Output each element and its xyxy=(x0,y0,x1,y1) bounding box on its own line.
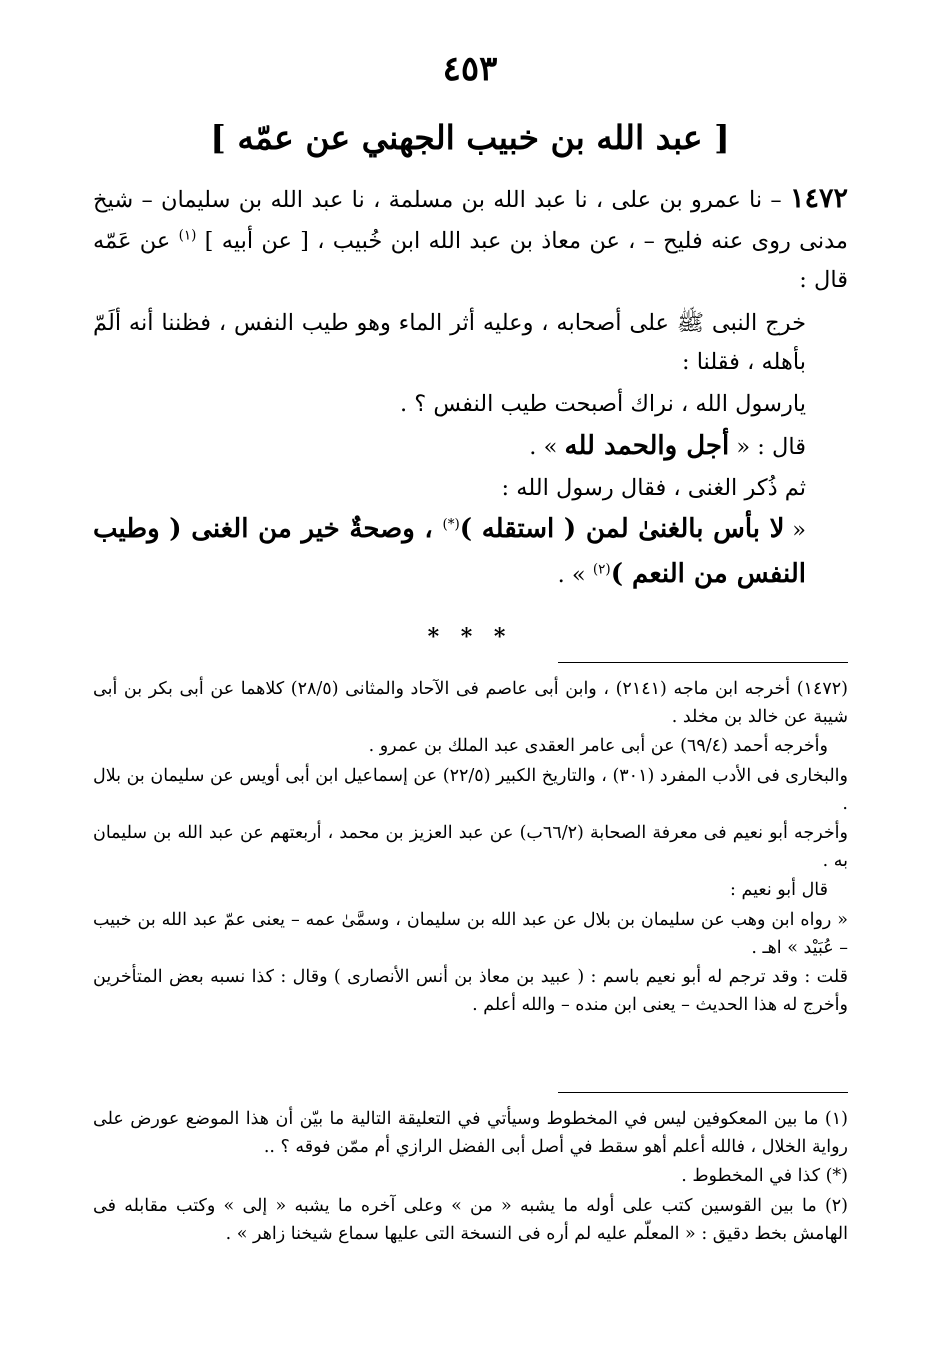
page-number: ٤٥٣ xyxy=(442,49,498,89)
quote-open-2: « xyxy=(784,517,807,544)
takhrij-note: وأخرجه أبو نعيم فى معرفة الصحابة (٦٦/٢ب) عن عبد العزيز بن محمد ، أربعتهم عن عبد الله بن سليمان به . xyxy=(93,823,848,871)
prophet-saying-2a: لا بأس بالغنىٰ لمن ( استقله ) xyxy=(459,514,785,545)
section-separator: * * * xyxy=(427,624,513,650)
editor-footnotes xyxy=(93,1106,848,1250)
quote-close-2: » . xyxy=(557,562,593,588)
takhrij-note: « رواه ابن وهب عن سليمان بن بلال عن عبد الله بن سليمان ، وسمَّىٰ عمه – يعنى عمّ عبد الله بن خبيب – عُبَيْد » اهـ . xyxy=(93,910,848,958)
editor-note-1: (١) ما بين المعكوفين ليس في المخطوط وسيأتي في التعليقة التالية ما بيّن أن هذا الموضع عورض على رواية الخلال ، فالله أعلم أهو سقط في أصل أبى الفضل الرازي أم ممّن فوقه ؟ .. xyxy=(93,1109,848,1157)
prophet-saying-2b: ، وصحةٌ خير من الغنى ( وطيب النفس من النعم ) xyxy=(93,514,806,589)
footnote-divider-2 xyxy=(558,1092,848,1093)
isnad-text: – نا عمرو بن على ، نا عبد الله بن مسلمة ، نا عبد الله بن سليمان – شيخ مدنى روى عنه فليح – ، عن معاذ بن عبد الله ابن خُبيب ، [ عن أبيه ] xyxy=(93,187,848,255)
hadith-body xyxy=(93,176,848,597)
takhrij-note: وأخرجه أحمد (٦٩/٤) عن أبى عامر العقدى عبد الملك بن عمرو . xyxy=(368,736,828,757)
chapter-title: [ عبد الله بن خبيب الجهني عن عمّه ] xyxy=(210,118,730,157)
prophet-saying-1: أجل والحمد لله xyxy=(564,430,730,461)
narration-para-5 xyxy=(93,507,848,596)
narration-para-1: خرج النبى ﷺ على أصحابه ، وعليه أثر الماء وهو طيب النفس ، فظننا أنه ألَمّ بأهله ، فقلنا : xyxy=(93,309,806,375)
footnote-divider-1 xyxy=(558,662,848,663)
narration-para-4: ثم ذُكر الغنى ، فقال رسول الله : xyxy=(501,474,806,501)
quote-close: » . xyxy=(529,433,565,460)
editor-note-star: (*) كذا في المخطوط . xyxy=(681,1166,848,1187)
takhrij-note: قلت : وقد ترجم له أبو نعيم باسم : ( عبيد بن معاذ بن أنس الأنصارى ) وقال : كذا نسبه بعض المتأخرين وأخرج له هذا الحديث – يعنى ابن منده – والله أعلم . xyxy=(93,967,848,1016)
takhrij-note: (١٤٧٢) أخرجه ابن ماجه (٢١٤١) ، وابن أبى عاصم فى الآحاد والمثانى (٢٨/٥) كلاهما عن أبى بكر بن أبى شيبة عن خالد بن مخلد . xyxy=(93,679,848,727)
hadith-number: ١٤٧٢ xyxy=(789,183,848,214)
takhrij-footnotes xyxy=(93,676,848,1022)
isnad-text-end: عن عَمّه قال : xyxy=(93,228,848,294)
editor-note-2: (٢) ما بين القوسين كتب على أوله ما يشبه « من » وعلى آخره ما يشبه « إلى » وكتب مقابله فى الهامش بخط دقيق : « المعلّم عليه لم أره فى النسخة التى عليها سماع شيخنا زاهر » . xyxy=(93,1195,848,1244)
takhrij-note: والبخارى فى الأدب المفرد (٣٠١) ، والتاريخ الكبير (٢٢/٥) عن إسماعيل ابن أبى أويس عن سليمان بن بلال . xyxy=(93,765,848,814)
narration-para-3 xyxy=(93,424,848,469)
footnote-marker-star: (*) xyxy=(442,516,460,533)
quote-open: قال : « xyxy=(729,433,806,460)
footnote-marker-1: (١) xyxy=(178,227,197,244)
footnote-marker-2: (٢) xyxy=(592,561,611,578)
isnad xyxy=(93,176,848,300)
narration-para-2: يارسول الله ، نراك أصبحت طيب النفس ؟ . xyxy=(400,391,806,418)
takhrij-note: قال أبو نعيم : xyxy=(729,880,828,901)
